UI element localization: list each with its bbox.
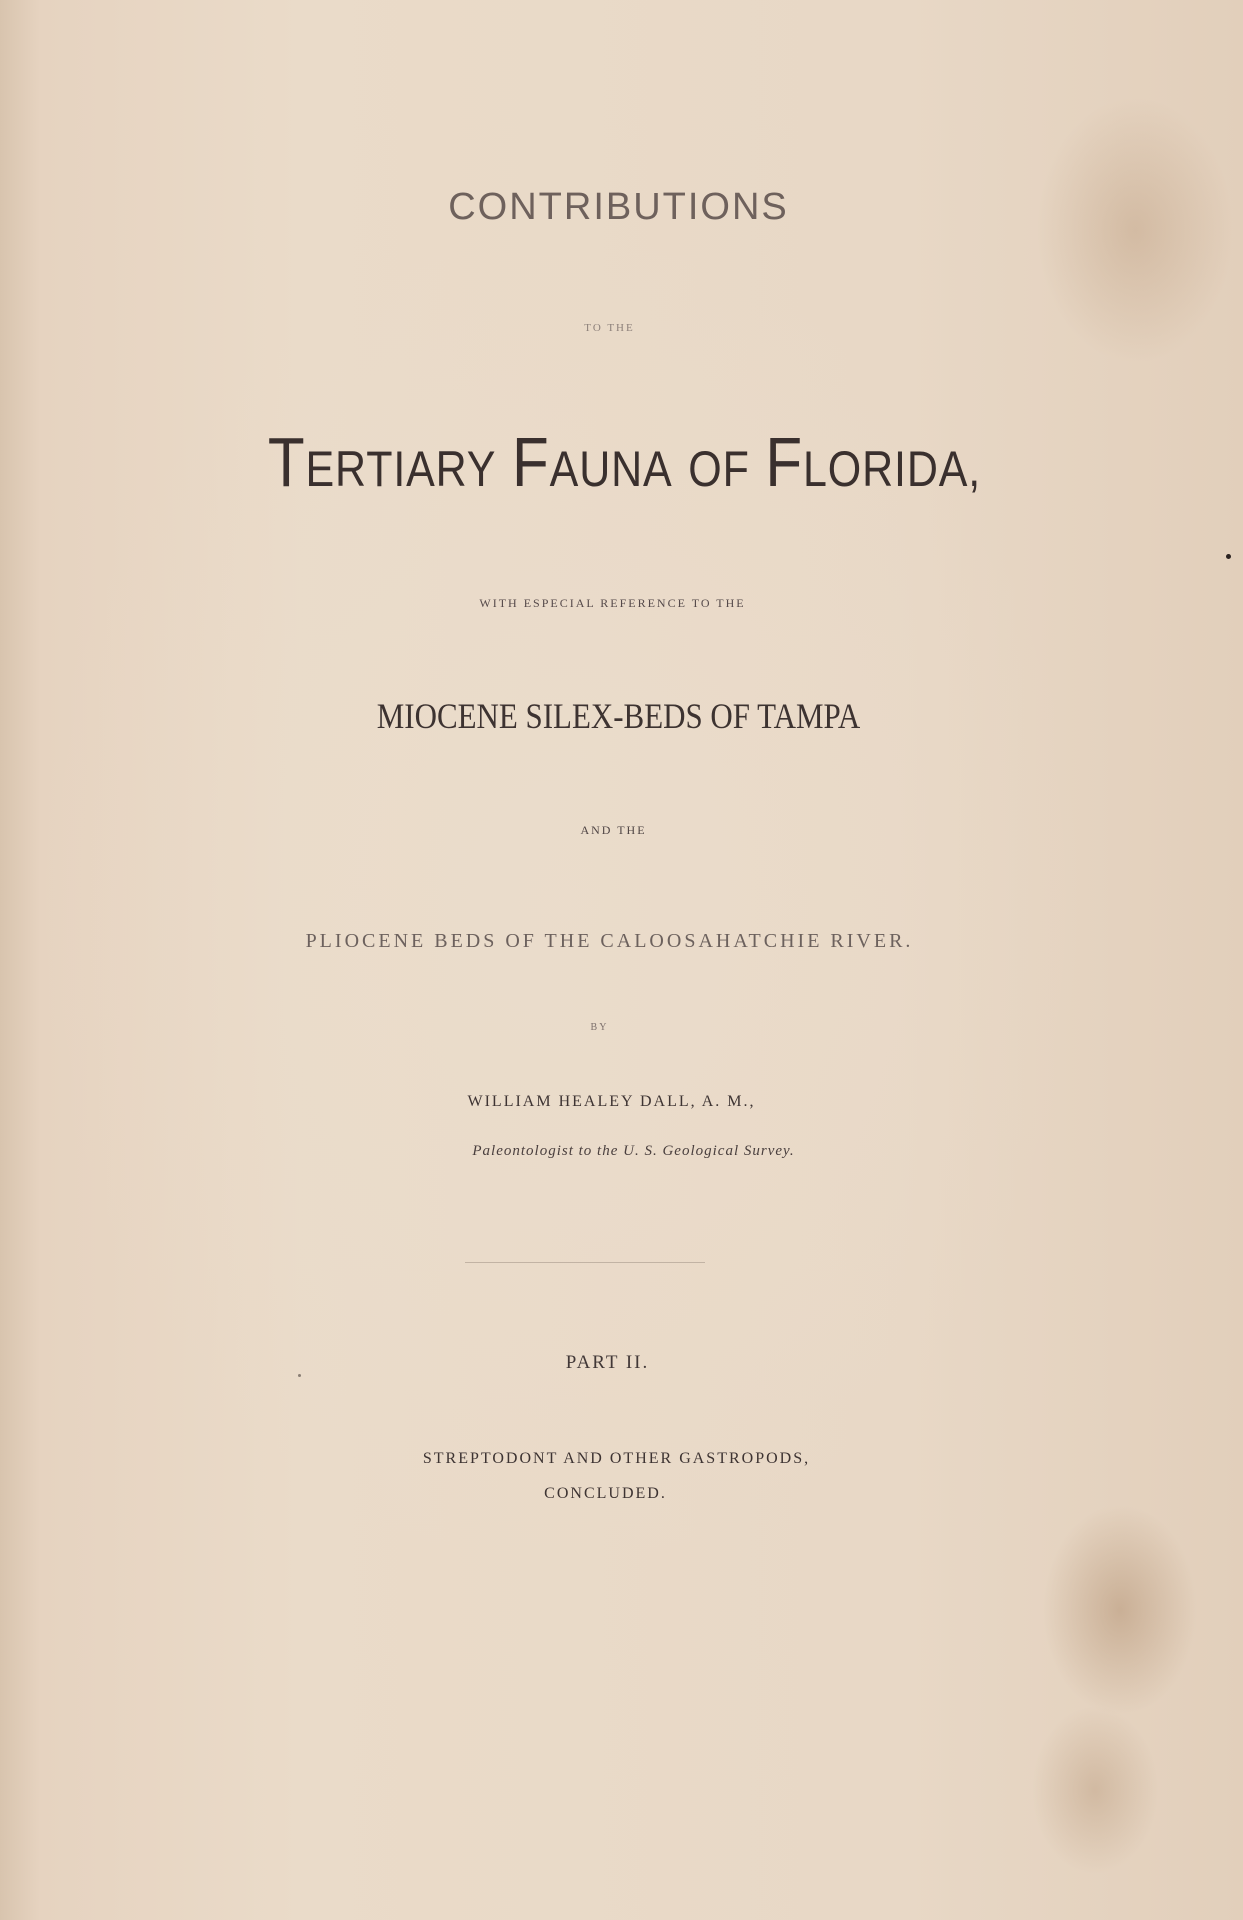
connector-by: BY bbox=[590, 1022, 609, 1033]
subtitle-miocene: MIOCENE SILEX-BEDS OF TAMPA bbox=[376, 696, 861, 736]
main-title bbox=[90, 422, 1159, 502]
title-word-tertiary: ERTIARY bbox=[305, 441, 497, 497]
part-number: PART II. bbox=[565, 1352, 650, 1373]
title-initial-f: F bbox=[512, 423, 550, 501]
part-subject-line-2: CONCLUDED. bbox=[544, 1485, 667, 1502]
divider-rule bbox=[465, 1262, 705, 1263]
ink-speck bbox=[298, 1374, 301, 1377]
title-word-florida: LORIDA, bbox=[803, 441, 982, 497]
subtitle-pliocene: PLIOCENE BEDS OF THE CALOOSAHATCHIE RIVER. bbox=[305, 930, 914, 952]
connector-to-the: TO THE bbox=[584, 322, 635, 334]
ink-speck bbox=[1226, 554, 1231, 559]
title-word-fauna: AUNA bbox=[549, 441, 673, 497]
connector-with-especial: WITH ESPECIAL REFERENCE TO THE bbox=[479, 596, 746, 610]
author-name: WILLIAM HEALEY DALL, A. M., bbox=[467, 1093, 756, 1110]
title-initial-t: T bbox=[267, 423, 306, 501]
author-affiliation: Paleontologist to the U. S. Geological Survey. bbox=[472, 1143, 795, 1159]
part-subject-line-1: STREPTODONT AND OTHER GASTROPODS, bbox=[422, 1450, 811, 1467]
title-initial-florida: F bbox=[765, 423, 804, 501]
connector-and-the: AND THE bbox=[580, 823, 647, 837]
title-word-of: OF bbox=[688, 441, 750, 497]
series-heading: CONTRIBUTIONS bbox=[448, 186, 789, 228]
